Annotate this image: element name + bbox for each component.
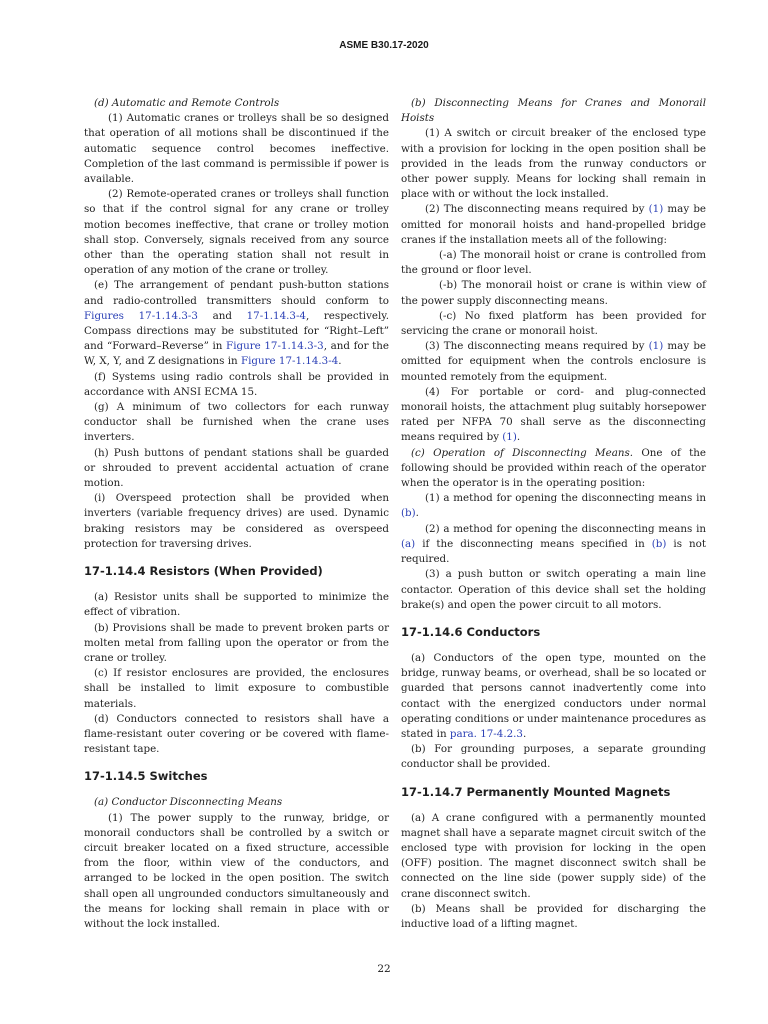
left-column	[84, 96, 389, 932]
paragraph-resistors-c: (c) If resistor enclosures are provided, the enclosures shall be installed to limit exposure to combustible materials.	[84, 667, 389, 710]
paragraph-resistors-a: (a) Resistor units shall be supported to minimize the effect of vibration.	[84, 591, 389, 619]
text-run: (4) For portable or cord- and plug-connected monorail hoists, the attachment plug suitably horsepower rated per NFPA 70 shall serve as the disconnecting means required by	[401, 385, 706, 444]
paragraph-conductors-a	[401, 651, 706, 742]
paragraph-b4	[401, 385, 706, 446]
subsection-d-title: (d) Automatic and Remote Controls	[94, 97, 280, 109]
para-link[interactable]: para. 17-4.2.3	[449, 727, 523, 740]
section-heading-magnets: 17-1.14.7 Permanently Mounted Magnets	[401, 784, 671, 799]
subsection-c-title: (c) Operation of Disconnecting Means.	[411, 446, 634, 459]
paragraph-switches-a1: (1) The power supply to the runway, bridge, or monorail conductors shall be controlled by a switch or circuit breaker located on a fixed structure, accessible from the floor, within view of the conductors, and arranged to be locked in the open position. The switch shall open all ungrounded conductors simultaneously and the means for locking shall remain in place with or without the lock installed.	[84, 811, 389, 930]
text-run: (3) The disconnecting means required by	[425, 340, 649, 353]
ref-link[interactable]: (1)	[502, 431, 517, 444]
paragraph-c3: (3) a push button or switch operating a main line contactor. Operation of this device shall set the holding brake(s) and open the power circuit to all motors.	[401, 568, 706, 611]
text-run: (2) a method for opening the disconnecting means in	[425, 522, 706, 535]
section-heading-resistors: 17-1.14.4 Resistors (When Provided)	[84, 564, 323, 579]
figure-link[interactable]: Figures 17-1.14.3-3	[84, 309, 198, 322]
text-run: .	[522, 727, 527, 740]
paragraph-resistors-b: (b) Provisions shall be made to prevent broken parts or molten metal from falling upon the operator or from the crane or trolley.	[84, 621, 389, 664]
paragraph-h: (h) Push buttons of pendant stations shall be guarded or shrouded to prevent accidental actuation of crane motion.	[84, 446, 389, 490]
ref-link[interactable]: (b)	[651, 537, 667, 550]
text-run: , and for the W, X, Y, and Z designations in	[84, 340, 389, 368]
text-run: may be omitted for monorail hoists and hand-propelled bridge cranes if the installation meets all of the following:	[401, 203, 706, 246]
page-number: 22	[377, 963, 391, 975]
paragraph-resistors-d: (d) Conductors connected to resistors shall have a flame-resistant outer covering or be covered with flame-resistant tape.	[84, 712, 389, 756]
figure-link[interactable]: Figure 17-1.14.3-4	[240, 355, 339, 368]
paragraph-c1	[401, 491, 706, 521]
paragraph-b2	[401, 202, 706, 248]
text-run: is not required.	[401, 537, 706, 566]
paragraph-b2b: (-b) The monorail hoist or crane is within view of the power supply disconnecting means.	[401, 279, 706, 307]
paragraph-d1: (1) Automatic cranes or trolleys shall be so designed that operation of all motions shall be discontinued if the automatic sequence control becomes ineffective. Completion of the last command is permissible if power is available.	[84, 112, 389, 186]
paragraph-b2a: (-a) The monorail hoist or crane is controlled from the ground or floor level.	[401, 249, 706, 277]
text-run: (e) The arrangement of pendant push-button stations and radio-controlled transmitters should conform to	[84, 279, 389, 307]
running-header: ASME B30.17-2020	[339, 40, 429, 51]
subsection-switches-a-title: (a) Conductor Disconnecting Means	[94, 796, 283, 809]
text-run: One of the following should be provided within reach of the operator when the operator is in the operating position:	[401, 446, 706, 490]
ref-link[interactable]: (1)	[648, 340, 664, 353]
right-column	[401, 96, 706, 932]
paragraph-b2c: (-c) No fixed platform has been provided for servicing the crane or monorail hoist.	[401, 309, 706, 338]
paragraph-magnets-b: (b) Means shall be provided for discharging the inductive load of a lifting magnet.	[401, 902, 706, 930]
figure-link[interactable]: 17-1.14.3-4	[246, 309, 306, 322]
paragraph-conductors-b: (b) For grounding purposes, a separate grounding conductor shall be provided.	[401, 743, 706, 771]
paragraph-e	[84, 278, 389, 369]
paragraph-c2	[401, 522, 706, 568]
section-heading-switches: 17-1.14.5 Switches	[84, 769, 208, 784]
paragraph-c	[401, 446, 706, 492]
paragraph-g: (g) A minimum of two collectors for each runway conductor shall be furnished when the crane uses inverters.	[84, 401, 389, 444]
paragraph-b1: (1) A switch or circuit breaker of the enclosed type with a provision for locking in the open position shall be provided in the leads from the runway conductors or other power supply. Means for locking shall remain in place with or without the lock installed.	[401, 127, 706, 201]
paragraph-f: (f) Systems using radio controls shall be provided in accordance with ANSI ECMA 15.	[84, 370, 389, 398]
subsection-b-title: (b) Disconnecting Means for Cranes and Monorail Hoists	[401, 97, 706, 125]
text-run: and	[197, 309, 247, 322]
text-run: if the disconnecting means specified in	[415, 537, 652, 550]
section-heading-conductors: 17-1.14.6 Conductors	[401, 624, 541, 639]
paragraph-b3	[401, 339, 706, 385]
text-run: .	[516, 431, 521, 444]
paragraph-magnets-a: (a) A crane configured with a permanently mounted magnet shall have a separate magnet circuit switch of the enclosed type with provision for locking in the open (OFF) position. The magnet disconnect switch shall be connected on the line side (power supply side) of the crane disconnect switch.	[401, 811, 706, 900]
text-run: .	[415, 507, 419, 520]
figure-link[interactable]: Figure 17-1.14.3-3	[226, 340, 324, 353]
paragraph-i: (i) Overspeed protection shall be provided when inverters (variable frequency drives) are used. Dynamic braking resistors may be considered as overspeed protection for traversing drives.	[84, 492, 389, 550]
ref-link[interactable]: (a)	[401, 537, 416, 550]
paragraph-d2: (2) Remote-operated cranes or trolleys shall function so that if the control signal for any crane or trolley motion becomes ineffective, that crane or trolley motion shall stop. Conversely, signals received from any source other than the operating station shall not result in operation of any motion of the crane or trolley.	[84, 188, 389, 277]
text-run: (a) Conductors of the open type, mounted on the bridge, runway beams, or overhead, shall be so located or guarded that persons cannot inadvertently come into contact with the energized conductors under normal operating conditions or under maintenance procedures as stated in	[401, 651, 706, 740]
ref-link[interactable]: (b)	[401, 507, 416, 520]
text-run: .	[338, 355, 342, 368]
text-run: , respectively. Compass directions may be substituted for “Right–Left” and “Forward–Reverse” in	[84, 309, 389, 353]
text-run: (1) a method for opening the disconnecting means in	[425, 492, 706, 505]
ref-link[interactable]: (1)	[648, 203, 664, 216]
text-run: may be omitted for equipment when the controls enclosure is mounted remotely from the equipment.	[401, 340, 706, 383]
text-run: (2) The disconnecting means required by	[425, 203, 649, 216]
